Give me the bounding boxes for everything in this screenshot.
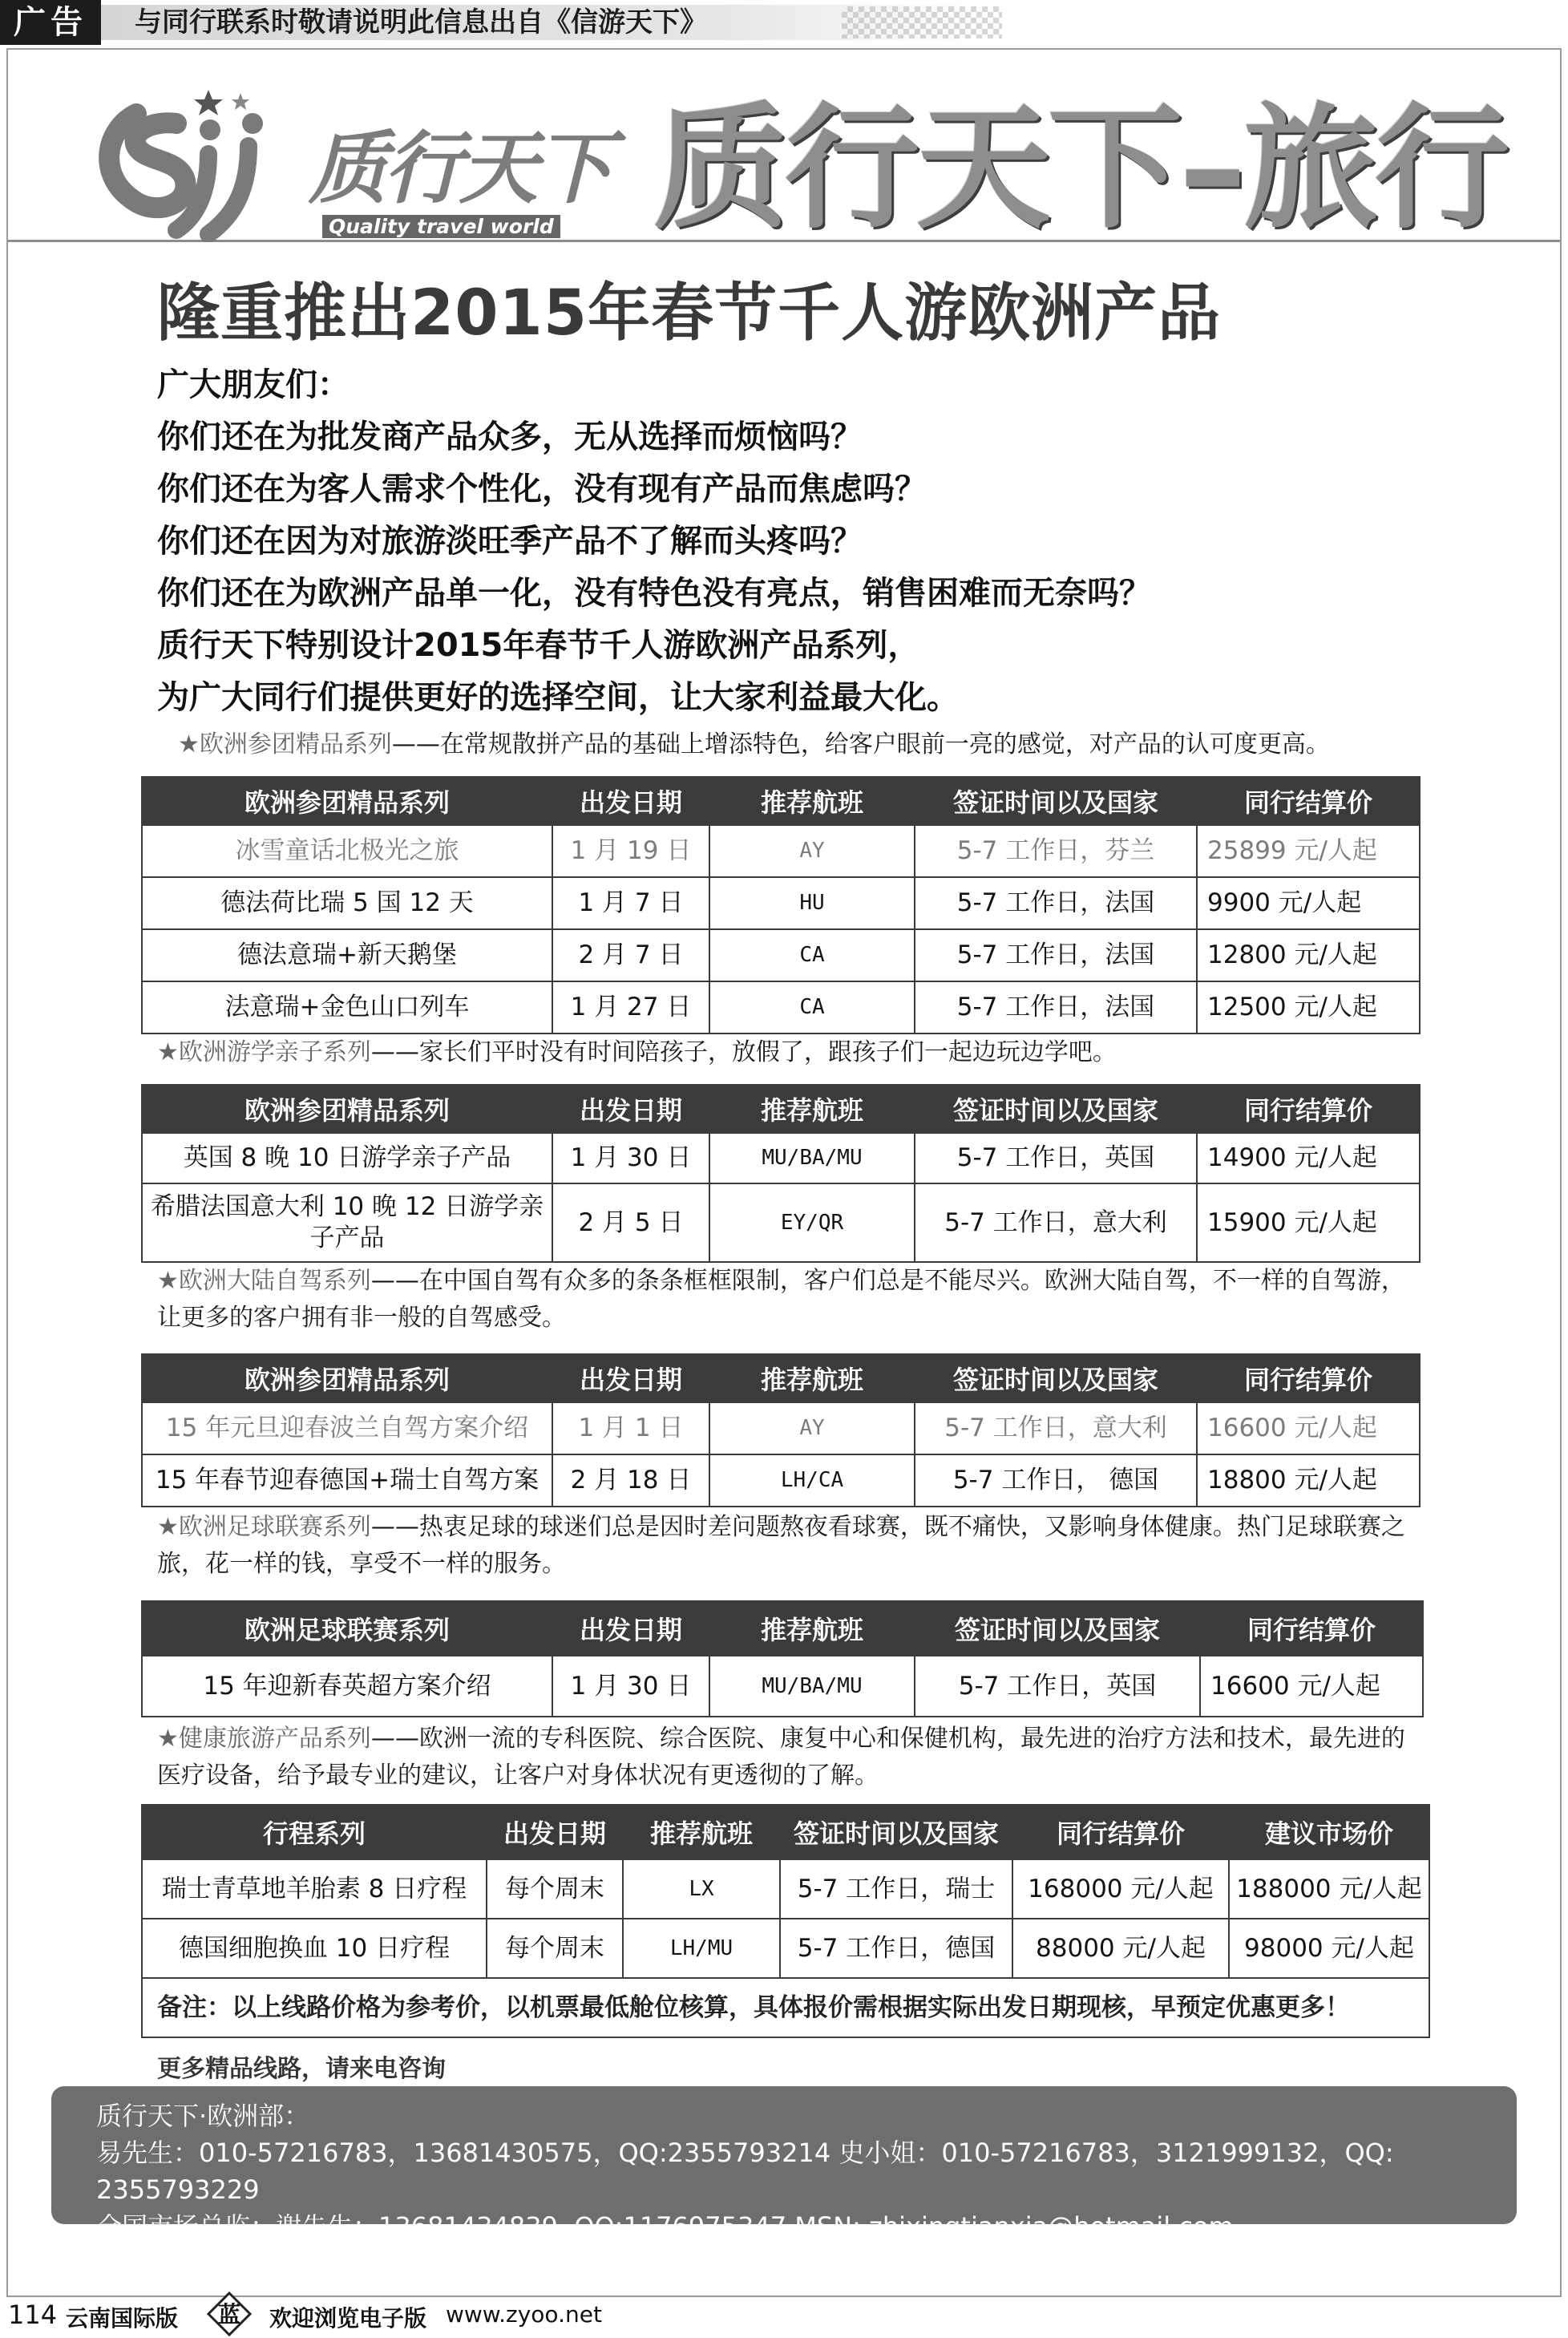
table-header: 行程系列	[142, 1805, 487, 1859]
table-cell: 2 月 18 日	[552, 1454, 709, 1507]
table-cell: 5-7 工作日，意大利	[915, 1183, 1197, 1262]
table-cell: 5-7 工作日，法国	[915, 877, 1197, 929]
table-cell: 9900 元/人起	[1197, 877, 1420, 929]
table-header: 同行结算价	[1012, 1805, 1229, 1859]
table-row	[142, 1454, 1420, 1507]
series-desc: ——家长们平时没有时间陪孩子，放假了，跟孩子们一起边玩边学吧。	[370, 1038, 1117, 1066]
product-table	[141, 1084, 1420, 1263]
table-cell: 每个周末	[487, 1919, 623, 1978]
table-header: 欧洲参团精品系列	[142, 777, 552, 825]
table-cell: 1 月 30 日	[552, 1133, 709, 1183]
more-routes-text: 更多精品线路，请来电咨询	[157, 2055, 446, 2083]
table-cell: 188000 元/人起	[1229, 1859, 1429, 1919]
table-cell: HU	[709, 877, 915, 929]
intro-line: 你们还在为客人需求个性化，没有现有产品而焦虑吗？	[157, 471, 927, 508]
series-note	[157, 1509, 1408, 1583]
table-cell: 5-7 工作日，法国	[915, 981, 1197, 1033]
contact-dept: 质行天下·欧洲部：	[96, 2101, 310, 2131]
table-cell: 1 月 30 日	[552, 1656, 709, 1717]
page-number: 114	[8, 2300, 58, 2330]
table-cell: 德国细胞换血 10 日疗程	[142, 1919, 487, 1978]
table-header: 签证时间以及国家	[780, 1805, 1012, 1859]
remark-cell: 备注：以上线路价格为参考价，以机票最低舱位核算，具体报价需根据实际出发日期现核，早预定优惠更多！	[142, 1978, 1429, 2037]
table-header: 欧洲参团精品系列	[142, 1085, 552, 1133]
table-row	[142, 1133, 1420, 1183]
series-desc: ——在中国自驾有众多的条条框框限制，客户们总是不能尽兴。欧洲大陆自驾，不一样的自驾游，让更多的客户拥有非一般的自驾感受。	[157, 1267, 1405, 1332]
table-cell: 15900 元/人起	[1197, 1183, 1420, 1262]
product-table	[141, 1804, 1430, 2038]
intro-line: 你们还在为批发商产品众多，无从选择而烦恼吗？	[157, 419, 863, 455]
series-name: ★欧洲参团精品系列	[178, 730, 392, 758]
product-table	[141, 776, 1420, 1034]
series-note	[157, 1263, 1408, 1337]
table-cell: 2 月 7 日	[552, 929, 709, 981]
table-header: 签证时间以及国家	[915, 1601, 1200, 1656]
table-cell: LH/MU	[623, 1919, 780, 1978]
table-header: 推荐航班	[709, 1601, 915, 1656]
table-row	[142, 1919, 1429, 1978]
table-header: 同行结算价	[1197, 777, 1420, 825]
series-note	[157, 1034, 1408, 1071]
table-cell: 5-7 工作日，瑞士	[780, 1859, 1012, 1919]
product-table	[141, 1353, 1420, 1507]
table-header: 出发日期	[552, 1085, 709, 1133]
table-cell: 5-7 工作日，英国	[915, 1656, 1200, 1717]
table-cell: AY	[709, 825, 915, 877]
table-cell: 5-7 工作日，英国	[915, 1133, 1197, 1183]
table-cell: 每个周末	[487, 1859, 623, 1919]
table-row	[142, 1859, 1429, 1919]
table-header: 签证时间以及国家	[915, 1354, 1197, 1402]
table-row	[142, 981, 1420, 1033]
table-cell: 瑞士青草地羊胎素 8 日疗程	[142, 1859, 487, 1919]
table-cell: 法意瑞+金色山口列车	[142, 981, 552, 1033]
brand-header	[8, 50, 1560, 247]
brand-cn-name: 质行天下	[309, 123, 611, 215]
table-cell: LH/CA	[709, 1454, 915, 1507]
series-name: ★欧洲游学亲子系列	[157, 1038, 371, 1066]
table-row	[142, 1183, 1420, 1262]
table-header: 同行结算价	[1200, 1601, 1423, 1656]
table-header: 出发日期	[552, 1354, 709, 1402]
table-row	[142, 1402, 1420, 1454]
badge-text: 蓝	[217, 2301, 241, 2328]
table-cell: 希腊法国意大利 10 晚 12 日游学亲子产品	[142, 1183, 552, 1262]
table-cell: 18800 元/人起	[1197, 1454, 1420, 1507]
table-cell: 英国 8 晚 10 日游学亲子产品	[142, 1133, 552, 1183]
table-header: 出发日期	[487, 1805, 623, 1859]
table-cell: 25899 元/人起	[1197, 825, 1420, 877]
table-cell: 98000 元/人起	[1229, 1919, 1429, 1978]
table-cell: 5-7 工作日，意大利	[915, 1402, 1197, 1454]
table-cell: AY	[709, 1402, 915, 1454]
table-row	[142, 929, 1420, 981]
series-note	[157, 1721, 1408, 1794]
table-row	[142, 1978, 1429, 2037]
table-cell: 14900 元/人起	[1197, 1133, 1420, 1183]
table-cell: 5-7 工作日， 德国	[915, 1454, 1197, 1507]
product-table	[141, 1600, 1424, 1717]
brand-logo-icon	[88, 82, 297, 242]
table-header: 推荐航班	[623, 1805, 780, 1859]
table-header: 出发日期	[552, 777, 709, 825]
table-header: 欧洲足球联赛系列	[142, 1601, 552, 1656]
table-cell: LX	[623, 1859, 780, 1919]
table-cell: MU/BA/MU	[709, 1656, 915, 1717]
table-cell: 5-7 工作日，芬兰	[915, 825, 1197, 877]
table-header: 签证时间以及国家	[915, 1085, 1197, 1133]
intro-line: 你们还在因为对旅游淡旺季产品不了解而头疼吗？	[157, 523, 863, 560]
table-header: 推荐航班	[709, 1085, 915, 1133]
table-cell: CA	[709, 929, 915, 981]
table-header: 同行结算价	[1197, 1085, 1420, 1133]
contact-line: 全国市场总监：谢先生：13681434839, QQ:1176975347 MSN: zhixingtianxia@hotmail.com	[96, 2211, 1234, 2242]
intro-line: 你们还在为欧洲产品单一化，没有特色没有亮点，销售困难而无奈吗？	[157, 575, 1151, 612]
headline: 隆重推出2015年春节千人游欧洲产品	[157, 277, 1222, 350]
page-big-title: 质行天下–旅行	[653, 90, 1506, 247]
table-row	[142, 1656, 1423, 1717]
series-note	[178, 726, 1429, 763]
table-cell: 1 月 19 日	[552, 825, 709, 877]
intro-line: 质行天下特别设计2015年春节千人游欧洲产品系列，	[157, 627, 920, 664]
intro-line: 为广大同行们提供更好的选择空间，让大家利益最大化。	[157, 679, 959, 716]
website-link[interactable]: www.zyoo.net	[446, 2301, 602, 2328]
table-header: 推荐航班	[709, 1354, 915, 1402]
series-name: ★欧洲足球联赛系列	[157, 1513, 371, 1541]
page-footer	[0, 2290, 1568, 2338]
table-cell: 15 年迎新春英超方案介绍	[142, 1656, 552, 1717]
table-cell: 16600 元/人起	[1197, 1402, 1420, 1454]
table-cell: 12500 元/人起	[1197, 981, 1420, 1033]
table-cell: 1 月 1 日	[552, 1402, 709, 1454]
table-cell: 德法意瑞+新天鹅堡	[142, 929, 552, 981]
brand-en-name: Quality travel world	[322, 215, 560, 238]
table-cell: 15 年元旦迎春波兰自驾方案介绍	[142, 1402, 552, 1454]
series-name: ★健康旅游产品系列	[157, 1725, 371, 1753]
magazine-name: 云南国际版	[66, 2305, 179, 2332]
welcome-text: 欢迎浏览电子版	[269, 2305, 427, 2332]
series-desc: ——欧洲一流的专科医院、综合医院、康复中心和保健机构，最先进的治疗方法和技术，最先进的医疗设备，给予最专业的建议，让客户对身体状况有更透彻的了解。	[157, 1725, 1405, 1790]
table-row	[142, 877, 1420, 929]
table-header: 同行结算价	[1197, 1354, 1420, 1402]
table-cell: 德法荷比瑞 5 国 12 天	[142, 877, 552, 929]
table-cell: 16600 元/人起	[1200, 1656, 1423, 1717]
series-name: ★欧洲大陆自驾系列	[157, 1267, 371, 1295]
table-header: 出发日期	[552, 1601, 709, 1656]
table-cell: MU/BA/MU	[709, 1133, 915, 1183]
table-cell: 1 月 27 日	[552, 981, 709, 1033]
ad-tag: 广告	[0, 0, 101, 45]
contact-box	[51, 2086, 1517, 2242]
table-cell: 5-7 工作日，法国	[915, 929, 1197, 981]
table-cell: 15 年春节迎春德国+瑞士自驾方案	[142, 1454, 552, 1507]
table-cell: 168000 元/人起	[1012, 1859, 1229, 1919]
table-header: 推荐航班	[709, 777, 915, 825]
series-desc: ——热衷足球的球迷们总是因时差问题熬夜看球赛，既不痛快，又影响身体健康。热门足球联赛之旅，花一样的钱，享受不一样的服务。	[157, 1513, 1405, 1578]
table-cell: 5-7 工作日，德国	[780, 1919, 1012, 1978]
table-header: 欧洲参团精品系列	[142, 1354, 552, 1402]
blue-badge-icon	[207, 2291, 252, 2336]
checker-decoration	[842, 6, 1002, 38]
table-cell: CA	[709, 981, 915, 1033]
series-desc: ——在常规散拼产品的基础上增添特色，给客户眼前一亮的感觉，对产品的认可度更高。	[391, 730, 1330, 758]
table-cell: 冰雪童话北极光之旅	[142, 825, 552, 877]
table-cell: 88000 元/人起	[1012, 1919, 1229, 1978]
table-cell: EY/QR	[709, 1183, 915, 1262]
top-notice: 与同行联系时敬请说明此信息出自《信游天下》	[135, 6, 707, 38]
table-cell: 12800 元/人起	[1197, 929, 1420, 981]
table-cell: 2 月 5 日	[552, 1183, 709, 1262]
table-cell: 1 月 7 日	[552, 877, 709, 929]
intro-line: 广大朋友们：	[157, 366, 350, 403]
contact-line: 易先生：010-57216783，13681430575，QQ:2355793214 史小姐：010-57216783，3121999132，QQ: 2355793229	[96, 2138, 1394, 2205]
table-row	[142, 825, 1420, 877]
table-header: 签证时间以及国家	[915, 777, 1197, 825]
table-header: 建议市场价	[1229, 1805, 1429, 1859]
top-bar	[0, 0, 1568, 45]
